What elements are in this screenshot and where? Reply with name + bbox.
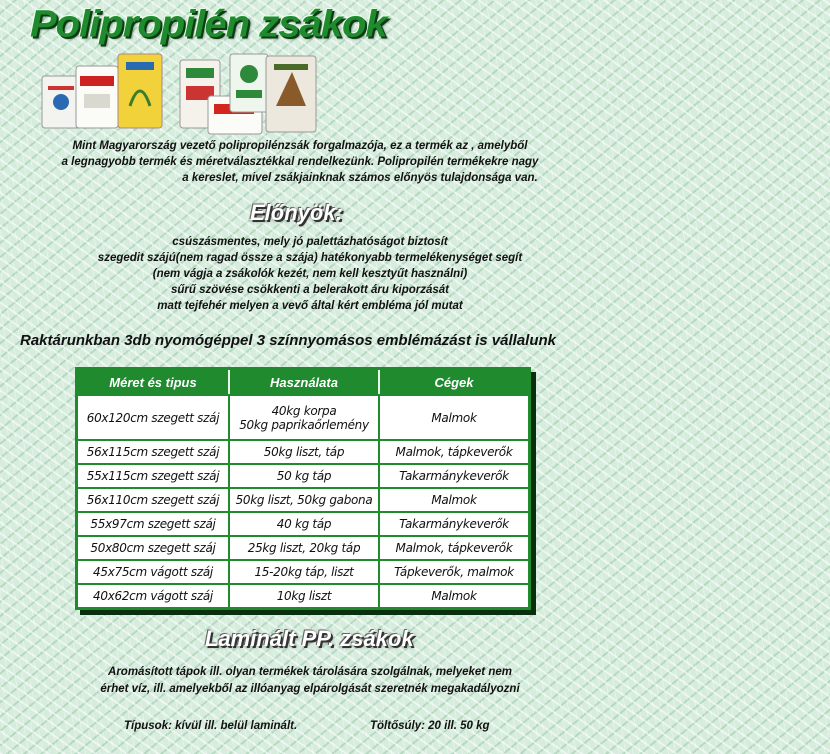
table-row [78,583,528,607]
cell-size: 40x62cm vágott száj [78,583,228,607]
table-row [78,463,528,487]
cell-usage: 50 kg táp [228,463,378,487]
cell-size: 50x80cm szegett száj [78,535,228,559]
product-bags-image [40,46,330,138]
table-row [78,559,528,583]
cell-companies: Malmok [378,487,528,511]
intro-paragraph [30,138,570,186]
cell-companies: Malmok [378,583,528,607]
table-header-row [78,370,528,394]
table-row [78,394,528,439]
cell-usage: 25kg liszt, 20kg táp [228,535,378,559]
cell-companies: Malmok, tápkeverők [378,535,528,559]
table-row [78,511,528,535]
advantages-heading: Előnyök: [250,200,343,225]
page-title: Polipropilén zsákok [30,3,387,45]
cell-size: 60x120cm szegett száj [78,394,228,439]
fill-weight: Töltősúly: 20 ill. 50 kg [370,720,490,732]
usage-line: 50kg paprikaőrlemény [239,417,369,432]
intro-line: a legnagyobb termék és méretválasztékkal rendelkezünk. Polipropilén termékekre nagy [61,156,539,168]
cell-size: 55x97cm szegett száj [78,511,228,535]
column-header-size: Méret és tipus [78,370,228,394]
bag-illustration [42,76,80,128]
advantage-item: szegedit szájú(nem ragad össze a szája) hatékonyabb termelékenységet segít [97,252,523,264]
cell-size: 55x115cm szegett száj [78,463,228,487]
laminated-line: Aromásított tápok ill. olyan termékek tárolására szolgálnak, melyeket nem [108,666,512,678]
table-row [78,535,528,559]
laminated-types: Típusok: kívül ill. belül laminált. [124,720,298,732]
printing-note: Raktárunkban 3db nyomógéppel 3 színnyomásos emblémázást is vállalunk [20,332,557,349]
cell-companies: Malmok, tápkeverők [378,439,528,463]
laminated-line: érhet víz, ill. amelyekből az illóanyag elpárolgását szeretnék megakadályozni [100,683,520,695]
bag-illustration [230,54,268,112]
advantage-item: csúszásmentes, mely jó palettázhatóságot biztosít [172,236,448,248]
bag-illustration [266,56,316,132]
column-header-usage: Használata [228,370,378,394]
intro-line: a kereslet, mivel zsákjainknak számos előnyös tulajdonsága van. [182,172,538,184]
intro-line: Mint Magyarország vezető polipropilénzsák forgalmazója, ez a termék az , amelyből [72,140,528,152]
cell-usage: 50kg liszt, 50kg gabona [228,487,378,511]
advantage-item: matt tejfehér melyen a vevő által kért embléma jól mutat [157,300,463,312]
table-row [78,439,528,463]
laminated-heading: Laminált PP. zsákok [205,626,414,651]
cell-companies: Tápkeverők, malmok [378,559,528,583]
cell-size: 56x110cm szegett száj [78,487,228,511]
advantage-item: (nem vágja a zsákolók kezét, nem kell kesztyűt használni) [152,268,468,280]
cell-usage [228,394,378,439]
bag-size-table [78,370,528,607]
bag-illustration [118,54,162,128]
cell-usage: 40 kg táp [228,511,378,535]
bag-table-frame [75,367,531,610]
cell-usage: 15-20kg táp, liszt [228,559,378,583]
bag-illustration [76,66,118,128]
cell-companies: Malmok [378,394,528,439]
cell-size: 45x75cm vágott száj [78,559,228,583]
cell-size: 56x115cm szegett száj [78,439,228,463]
cell-usage: 50kg liszt, táp [228,439,378,463]
table-row [78,487,528,511]
cell-companies: Takarmánykeverők [378,463,528,487]
column-header-companies: Cégek [378,370,528,394]
advantage-item: sűrű szövése csökkenti a belerakott áru kiporzását [170,284,450,296]
cell-companies: Takarmánykeverők [378,511,528,535]
advantages-list [60,234,560,314]
usage-line: 40kg korpa [271,403,337,418]
laminated-description [60,664,560,698]
cell-usage: 10kg liszt [228,583,378,607]
